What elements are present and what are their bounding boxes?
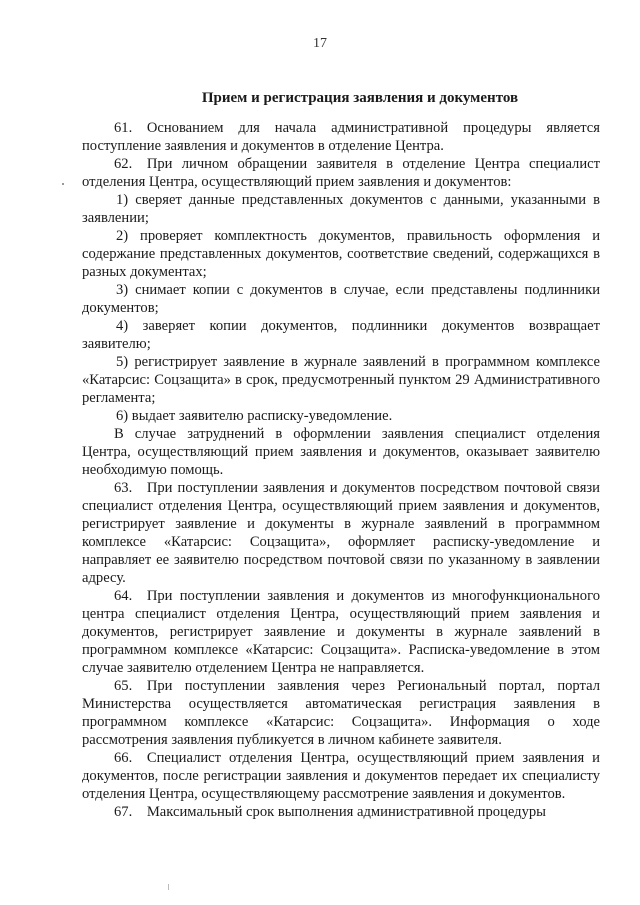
scan-mark xyxy=(168,884,169,890)
list-item: 6) выдает заявителю расписку-уведомление. xyxy=(116,408,393,424)
list-item: 2) проверяет комплектность документов, правильность оформления и содержание представленных документов, соответствие сведений, содержащихся в разных документах; xyxy=(82,228,600,280)
section-title: Прием и регистрация заявления и документов xyxy=(201,90,519,106)
paragraph-65: 65. При поступлении заявления через Региональный портал, портал Министерства осуществляется автоматическая регистрация заявления в программном комплексе «Катарсис: Соцзащита». Информация о ходе рассмотрения заявления публикуется в личном кабинете заявителя. xyxy=(82,678,600,748)
paragraph-62: 62. При личном обращении заявителя в отделение Центра специалист отделения Центра, осуществляющий прием заявления и документов: xyxy=(82,156,600,190)
paragraph-67: 67. Максимальный срок выполнения административной процедуры xyxy=(114,804,546,820)
page-number: 17 xyxy=(313,36,327,51)
paragraph-61: 61. Основанием для начала административной процедуры является поступление заявления и документов в отделение Центра. xyxy=(82,120,600,154)
margin-mark xyxy=(62,183,64,185)
paragraph-63: 63. При поступлении заявления и документов посредством почтовой связи специалист отделения Центра, осуществляющий прием заявления и документов, регистрирует заявление и документы в журнале заявлений в программном комплексе «Катарсис: Соцзащита», оформляет расписку-уведомление и направляет ее заявителю посредством почтовой связи по указанному в заявлении адресу. xyxy=(82,480,600,586)
list-item: 3) снимает копии с документов в случае, если представлены подлинники документов; xyxy=(82,282,600,316)
list-item: 1) сверяет данные представленных документов с данными, указанными в заявлении; xyxy=(82,192,600,226)
paragraph-assistance: В случае затруднений в оформлении заявления специалист отделения Центра, осуществляющий прием заявления и документов, оказывает заявителю необходимую помощь. xyxy=(82,426,600,478)
paragraph-66: 66. Специалист отделения Центра, осуществляющий прием заявления и документов, после регистрации заявления и документов передает их специалисту отделения Центра, осуществляющему рассмотрение заявления и документов. xyxy=(82,750,600,802)
list-item: 4) заверяет копии документов, подлинники документов возвращает заявителю; xyxy=(82,318,600,352)
list-item: 5) регистрирует заявление в журнале заявлений в программном комплексе «Катарсис: Соцзащита» в срок, предусмотренный пунктом 29 Административного регламента; xyxy=(82,354,600,406)
paragraph-64: 64. При поступлении заявления и документов из многофункционального центра специалист отделения Центра, осуществляющий прием заявления и документов, регистрирует заявление и документы в журнале заявлений в программном комплексе «Катарсис: Соцзащита». Расписка-уведомление в этом случае заявителю отделением Центра не направляется. xyxy=(82,588,600,676)
body-text xyxy=(82,119,600,821)
